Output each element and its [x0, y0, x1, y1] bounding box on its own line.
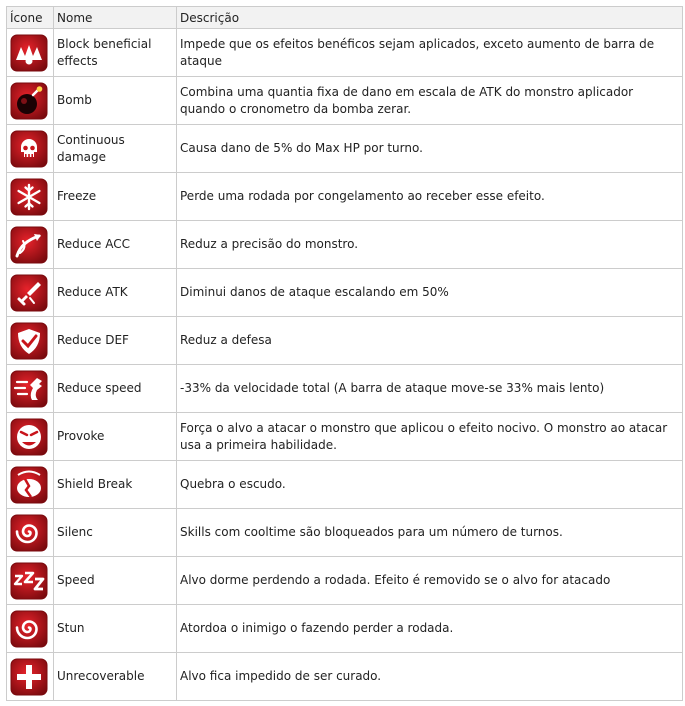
table-row: [7, 317, 683, 365]
spiral-icon: [10, 610, 48, 648]
bomb-icon: [10, 82, 48, 120]
table-row: [7, 605, 683, 653]
spiral-icon: [10, 514, 48, 552]
table-row: [7, 29, 683, 77]
effect-description: Alvo fica impedido de ser curado.: [177, 653, 683, 701]
effect-name: Bomb: [54, 77, 177, 125]
icon-cell: [7, 77, 54, 125]
icon-cell: [7, 509, 54, 557]
header-name: Nome: [54, 7, 177, 29]
effects-table: [6, 6, 683, 701]
table-row: [7, 365, 683, 413]
table-header-row: [7, 7, 683, 29]
effect-name: Stun: [54, 605, 177, 653]
icon-cell: [7, 221, 54, 269]
table-body: [7, 29, 683, 701]
effect-name: Reduce ATK: [54, 269, 177, 317]
table-row: [7, 173, 683, 221]
icon-cell: [7, 29, 54, 77]
table-row: [7, 125, 683, 173]
effect-description: Causa dano de 5% do Max HP por turno.: [177, 125, 683, 173]
icon-cell: [7, 653, 54, 701]
icon-cell: [7, 557, 54, 605]
broken-sword-icon: [10, 274, 48, 312]
effect-description: Força o alvo a atacar o monstro que aplicou o efeito nocivo. O monstro ao atacar usa a primeira habilidade.: [177, 413, 683, 461]
effect-name: Continuous damage: [54, 125, 177, 173]
header-icon: Ícone: [7, 7, 54, 29]
cross-icon: [10, 658, 48, 696]
table-row: [7, 77, 683, 125]
effect-description: Diminui danos de ataque escalando em 50%: [177, 269, 683, 317]
header-description: Descrição: [177, 7, 683, 29]
effect-description: -33% da velocidade total (A barra de ataque move-se 33% mais lento): [177, 365, 683, 413]
icon-cell: [7, 125, 54, 173]
table-row: [7, 413, 683, 461]
icon-cell: [7, 317, 54, 365]
effect-name: Silenc: [54, 509, 177, 557]
icon-cell: [7, 605, 54, 653]
table-row: [7, 461, 683, 509]
icon-cell: [7, 413, 54, 461]
icon-cell: [7, 461, 54, 509]
effect-name: Shield Break: [54, 461, 177, 509]
effect-name: Block beneficial effects: [54, 29, 177, 77]
snowflake-icon: [10, 178, 48, 216]
reduce-acc-icon: [10, 226, 48, 264]
broken-shield-icon: [10, 322, 48, 360]
effect-name: Unrecoverable: [54, 653, 177, 701]
effect-description: Combina uma quantia fixa de dano em escala de ATK do monstro aplicador quando o cronometro da bomba zerar.: [177, 77, 683, 125]
icon-cell: [7, 365, 54, 413]
effect-description: Alvo dorme perdendo a rodada. Efeito é removido se o alvo for atacado: [177, 557, 683, 605]
effect-description: Skills com cooltime são bloqueados para um número de turnos.: [177, 509, 683, 557]
effect-name: Provoke: [54, 413, 177, 461]
table-row: [7, 269, 683, 317]
shield-break-icon: [10, 466, 48, 504]
table-row: [7, 509, 683, 557]
effect-name: Reduce ACC: [54, 221, 177, 269]
effect-name: Reduce speed: [54, 365, 177, 413]
effect-description: Quebra o escudo.: [177, 461, 683, 509]
icon-cell: [7, 173, 54, 221]
slow-speed-icon: [10, 370, 48, 408]
table-row: [7, 653, 683, 701]
effect-name: Freeze: [54, 173, 177, 221]
effect-description: Atordoa o inimigo o fazendo perder a rodada.: [177, 605, 683, 653]
effect-description: Perde uma rodada por congelamento ao receber esse efeito.: [177, 173, 683, 221]
effect-name: Speed: [54, 557, 177, 605]
block-beneficial-effects-icon: [10, 34, 48, 72]
table-row: [7, 221, 683, 269]
effect-description: Reduz a defesa: [177, 317, 683, 365]
sleep-zzz-icon: [10, 562, 48, 600]
effect-description: Impede que os efeitos benéficos sejam aplicados, exceto aumento de barra de ataque: [177, 29, 683, 77]
effect-description: Reduz a precisão do monstro.: [177, 221, 683, 269]
table-row: [7, 557, 683, 605]
effect-name: Reduce DEF: [54, 317, 177, 365]
angry-face-icon: [10, 418, 48, 456]
icon-cell: [7, 269, 54, 317]
skull-icon: [10, 130, 48, 168]
